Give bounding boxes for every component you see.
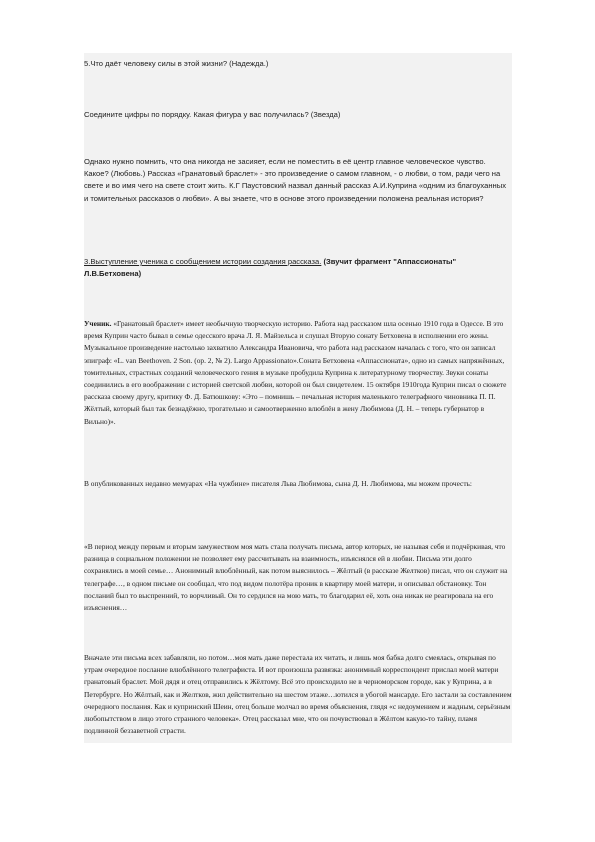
memoir-continuation: Вначале эти письма всех забавляли, но потом…моя мать даже перестала их читать, и лишь моя бабка долго смеялась, открывая по утрам очередное послание влюблённого телеграфиста. И вот произошла развязка: анонимный корреспондент прислал моей матери гранатовый браслет. Мой дядя и отец отправились к Жёлтому. Всё это происходило не в черноморском городе, как у Куприна, а в Петербурге. Но Жёлтый, как и Желтков, жил действительно на шестом этаже…ютился в убогой мансарде. Его застали за составлением очередного послания. Как и купринский Шеин, отец больше молчал во время объяснения, глядя «с недоумением и жадным, серьёзным любопытством в лицо этого странного человека». Отец рассказал мне, что он почувствовал в Жёлтом какую-то тайну, пламя подлинной беззаветной страсти.	[84, 653, 512, 736]
love-paragraph: Однако нужно помнить, что она никогда не засияет, если не поместить в её центр главное человеческое чувство. Какое? (Любовь.) Рассказ «Гранатовый браслет» - это произведение о самом главном, - о любви, о том, ради чего на свете и во имя чего на свете стоит жить. К.Г Паустовский назвал данный рассказ А.И.Куприна «одним из благоуханных и томительных рассказов о любви». А вы знаете, что в основе этого произведении положена реальная история?	[84, 157, 506, 203]
memoir-intro: В опубликованных недавно мемуарах «На чужбине» писателя Льва Любимова, сына Д. Н. Любимова, мы можем прочесть:	[84, 479, 472, 488]
section-3-title: 3.Выступление ученика с сообщением истории создания рассказа.	[84, 257, 322, 266]
section-3-music-note: (Звучит фрагмент "Аппассионаты" Л.В.Бетховена)	[84, 257, 457, 279]
student-text: «Гранатовый браслет» имеет необычную творческую историю. Работа над рассказом шла осенью 1910 года в Одессе. В это время Куприн часто бывал в семье одесского врача Л. Я. Майзельса и слушал Вторую сонату Бетховена в исполнении его жены. Музыкальное произведение настолько захватило Александра Ивановича, что работа над рассказом началась с того, что он записал эпиграф: «L. van Beethoven. 2 Son. (op. 2, № 2). Largo Appassionato».Соната Бетховена «Аппассионата», одно из самых напряжённых, томительных, страстных созданий человеческого гения в музыке пробудила Куприна к литературному творчеству. Звуки сонаты соединились в его воображении с историей светской любви, которой он был свидетелем. 15 октября 1910года Куприн писал о сюжете рассказа своему другу, критику Ф. Д. Батюшкову: «Это – помнишь – печальная история маленького телеграфного чиновника П. П. Жёлтый, который был так безнадёжно, трогательно и самоотверженно влюблён в жену Любимова (Д. Н. – теперь губернатор в Вильно)».	[84, 319, 507, 426]
student-label: Ученик.	[84, 319, 112, 328]
question-5: 5.Что даёт человеку силы в этой жизни? (Надежда.)	[84, 59, 269, 68]
student-speech	[84, 318, 512, 428]
section-3-heading	[84, 256, 512, 280]
memoir-quote: «В период между первым и вторым замужеством моя мать стала получать письма, автор которых, не называя себя и подчёркивая, что разница в социальном положении не позволяет ему рассчитывать на взаимность, изъяснялся ей в любви. Письма эти долго сохранялись в моей семье… Анонимный влюблённый, как потом выяснилось – Жёлтый (в рассказе Желтков) писал, что он служит на телеграфе…, в одном письме он сообщал, что под видом полотёра проник в квартиру моей матери, и описывал обстановку. Тон посланий был то выспренний, то ворчливый. Он то сердился на мою мать, то благодарил её, хоть она никак не реагировала на его изъяснения…	[84, 542, 508, 613]
connect-digits-task: Соедините цифры по порядку. Какая фигура у вас получилась? (Звезда)	[84, 110, 341, 119]
